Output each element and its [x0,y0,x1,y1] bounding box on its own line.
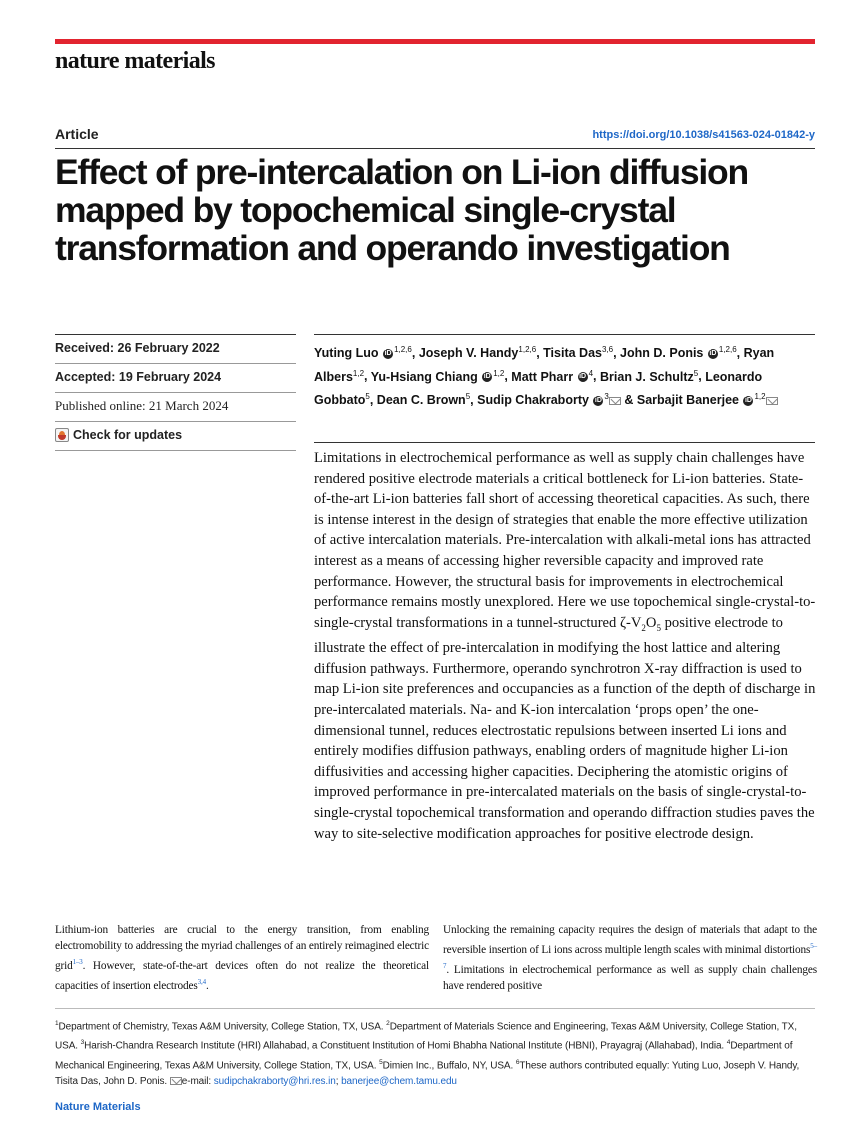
body-text: . However, state-of-the-art devices often do not realize the theoretical capacities of insertion electrodes [55,960,429,993]
author-name: Sarbajit Banerjee [636,392,739,407]
crossmark-icon [55,428,69,442]
author-entry[interactable] [419,346,536,360]
author-affiliation: 5 [465,391,471,401]
aff-number: 3 [80,1039,85,1047]
journal-accent-bar [55,39,815,44]
author-affiliation: 5 [365,391,370,401]
author-name: Sudip Chakraborty [477,392,589,407]
abstract-text-o: O [645,614,657,631]
author-entry[interactable] [314,346,412,360]
author-entry[interactable] [600,370,698,384]
author-affiliation: 1,2,6 [518,345,537,354]
abstract [314,448,818,844]
title-line-3: transformation and operando investigation [55,228,730,268]
author-entry[interactable] [377,393,470,407]
affiliations-rule [55,1008,815,1009]
author-entry[interactable] [637,393,778,407]
author-affiliation: 1,2 [754,391,766,401]
orcid-icon[interactable]: iD [709,349,717,357]
meta-divider [55,392,296,393]
affiliation-4: Department of Mechanical Engineering, Texas A&M University, College Station, TX, USA. [55,1040,793,1071]
aff-number: 6 [515,1058,520,1066]
author-name: John D. Ponis [620,346,704,361]
author-affiliation: 4 [588,368,594,378]
email-label: e-mail: [181,1075,214,1087]
body-text: Lithium-ion batteries are crucial to the energy transition, from enabling electromobility to addressing the myriad challenges of an entirely reimagined electric grid [55,924,429,973]
orcid-icon[interactable]: iD [483,373,491,381]
email-icon [170,1077,182,1085]
author-name: Ryan Albers [314,346,775,384]
orcid-icon[interactable]: iD [579,373,587,381]
orcid-icon[interactable]: iD [594,396,602,404]
author-affiliation: 1,2 [493,368,505,378]
body-text: . [205,980,209,993]
author-affiliation: 3 [604,391,609,401]
check-updates-button[interactable] [55,428,296,442]
author-affiliation: 1,2 [352,368,365,378]
email-icon[interactable] [609,397,621,405]
author-affiliation: 5 [693,368,699,378]
abstract-text-2: positive electrode to illustrate the effect of pre-intercalation in modifying the host lattice and altering diffusion pathways. Furthermore, operando synchrotron X-ray diffraction is used to map Li-ion site preferences and occupancies as a function of the depth of discharge in pre-intercalated materials. Na- and K-ion intercalation ‘props open’ the one-dimensional tunnel, reduces electrostatic repulsions between inserted Li ions and entirely modifies diffusion pathways, enabling orders of magnitude higher Li-ion diffusivities and accessing higher capacities. Deciphering the atomistic origins of improved performance in pre-intercalated materials on the basis of single-crystal-to-single-crystal topochemical transformation and operando diffraction studies paves the way to site-selective modification approaches for positive electrode design. [314,614,816,842]
published-date: Published online: 21 March 2024 [55,398,229,413]
author-name: Dean C. Brown [376,392,466,407]
author-entry[interactable] [371,370,505,384]
reference-link[interactable]: 1–3 [72,958,83,967]
aff-number: 2 [386,1020,390,1027]
author-name: Yuting Luo [314,346,379,361]
title-line-2: mapped by topochemical single-crystal [55,190,676,230]
author-affiliation: 1,2,6 [394,345,412,354]
authors-top-rule [314,334,815,335]
affiliation-3: Harish-Chandra Research Institute (HRI) Allahabad, a Constituent Institution of Homi Bhabha National Institute (HBNI), Prayagraj (Allahabad), India. [84,1040,727,1052]
equal-contribution-note: These authors contributed equally: Yuting Luo, Joseph V. Handy, Tisita Das, John D. Ponis. [55,1059,800,1087]
footer-journal-name[interactable]: Nature Materials [55,1101,141,1113]
doi-link[interactable]: https://doi.org/10.1038/s41563-024-01842-y [592,129,815,141]
reference-link[interactable]: 5–7 [443,942,817,971]
body-column-1 [55,922,429,994]
email-icon[interactable] [766,397,778,405]
body-column-2 [443,922,817,994]
email-link-chakraborty[interactable]: sudipchakraborty@hri.res.in [213,1075,336,1087]
journal-name[interactable]: nature materials [55,48,215,74]
article-type: Article [55,126,99,142]
body-text: Unlocking the remaining capacity requires the design of materials that adapt to the reversible insertion of Li ions across multiple length scales with minimal distortions [443,924,817,956]
author-affiliation: 3,6 [601,345,614,354]
aff-number: 1 [55,1020,59,1027]
accepted-date: Accepted: 19 February 2024 [55,370,222,384]
author-name: Joseph V. Handy [418,346,519,361]
email-separator: ; [335,1075,342,1087]
affiliation-2: Department of Materials Science and Engineering, Texas A&M University, College Station, TX, USA. [55,1021,797,1052]
author-entry[interactable] [620,346,737,360]
author-entry[interactable] [511,370,593,384]
author-affiliation: 1,2,6 [718,345,737,354]
body-text: . Limitations in electrochemical performance as well as supply chain challenges have rendered positive [443,963,817,993]
author-entry[interactable] [543,346,613,360]
meta-divider [55,421,296,422]
author-name: Tisita Das [543,346,602,361]
article-title [55,153,825,267]
check-updates-label: Check for updates [73,428,183,442]
author-list: Yuting Luo iD $^{1,2,6}$, Joseph V. Handy$^{1,2,6}$, Tisita Das$^{3,6}$, John D. Ponis iD $^{1,2,6}$, Ryan Albers$^{1,2}$, Yu-Hsiang Chiang iD $^{1,2}$, Matt Pharr iD $^4$, Brian J. Schultz$^5$, Leonardo Gobbato$^5$, Dean C. Brown$^5$, Sudip Chakraborty iD $^3$ & Sarbajit Banerjee iD $^{1,2}$ [314,340,814,410]
aff-number: 5 [379,1058,383,1066]
orcid-icon[interactable]: iD [744,396,752,404]
affiliation-5: Dimien Inc., Buffalo, NY, USA. [382,1059,516,1071]
abstract-top-rule [314,442,815,443]
orcid-icon[interactable]: iD [384,349,392,357]
affiliations [55,1016,818,1090]
abstract-text-1: Limitations in electrochemical performance as well as supply chain challenges have rendered positive electrode materials a critical bottleneck for Li-ion batteries. State-of-the-art Li-ion batteries fall short of accessing theoretical capacities. As such, there is intense interest in the design of strategies that enable the more effective utilization of active intercalation materials. Pre-intercalation with alkali-metal ions has attracted interest as a means of accessing higher reversible capacity and improved rate performance. However, the structural basis for improvements in electrochemical performance remains mostly unexplored. Here we use topochemical single-crystal-to-single-crystal transformations in a tunnel-structured ζ-V [314,450,816,631]
subscript: 5 [656,622,661,633]
author-name: Matt Pharr [511,369,574,384]
reference-link[interactable]: 3,4 [197,978,206,987]
author-name: Yu-Hsiang Chiang [370,369,478,384]
meta-top-rule [55,334,296,335]
title-line-1: Effect of pre-intercalation on Li-ion diffusion [55,152,749,192]
header-rule [55,148,815,149]
aff-number: 4 [726,1039,731,1047]
email-link-banerjee[interactable]: banerjee@chem.tamu.edu [341,1075,457,1087]
meta-divider [55,363,296,364]
subscript: 2 [641,622,646,633]
author-name: Leonardo Gobbato [314,369,763,407]
author-name: Brian J. Schultz [600,369,694,384]
affiliation-1: Department of Chemistry, Texas A&M University, College Station, TX, USA. [58,1021,387,1033]
author-entry[interactable] [477,393,621,407]
meta-divider [55,450,296,451]
received-date: Received: 26 February 2022 [55,341,220,355]
